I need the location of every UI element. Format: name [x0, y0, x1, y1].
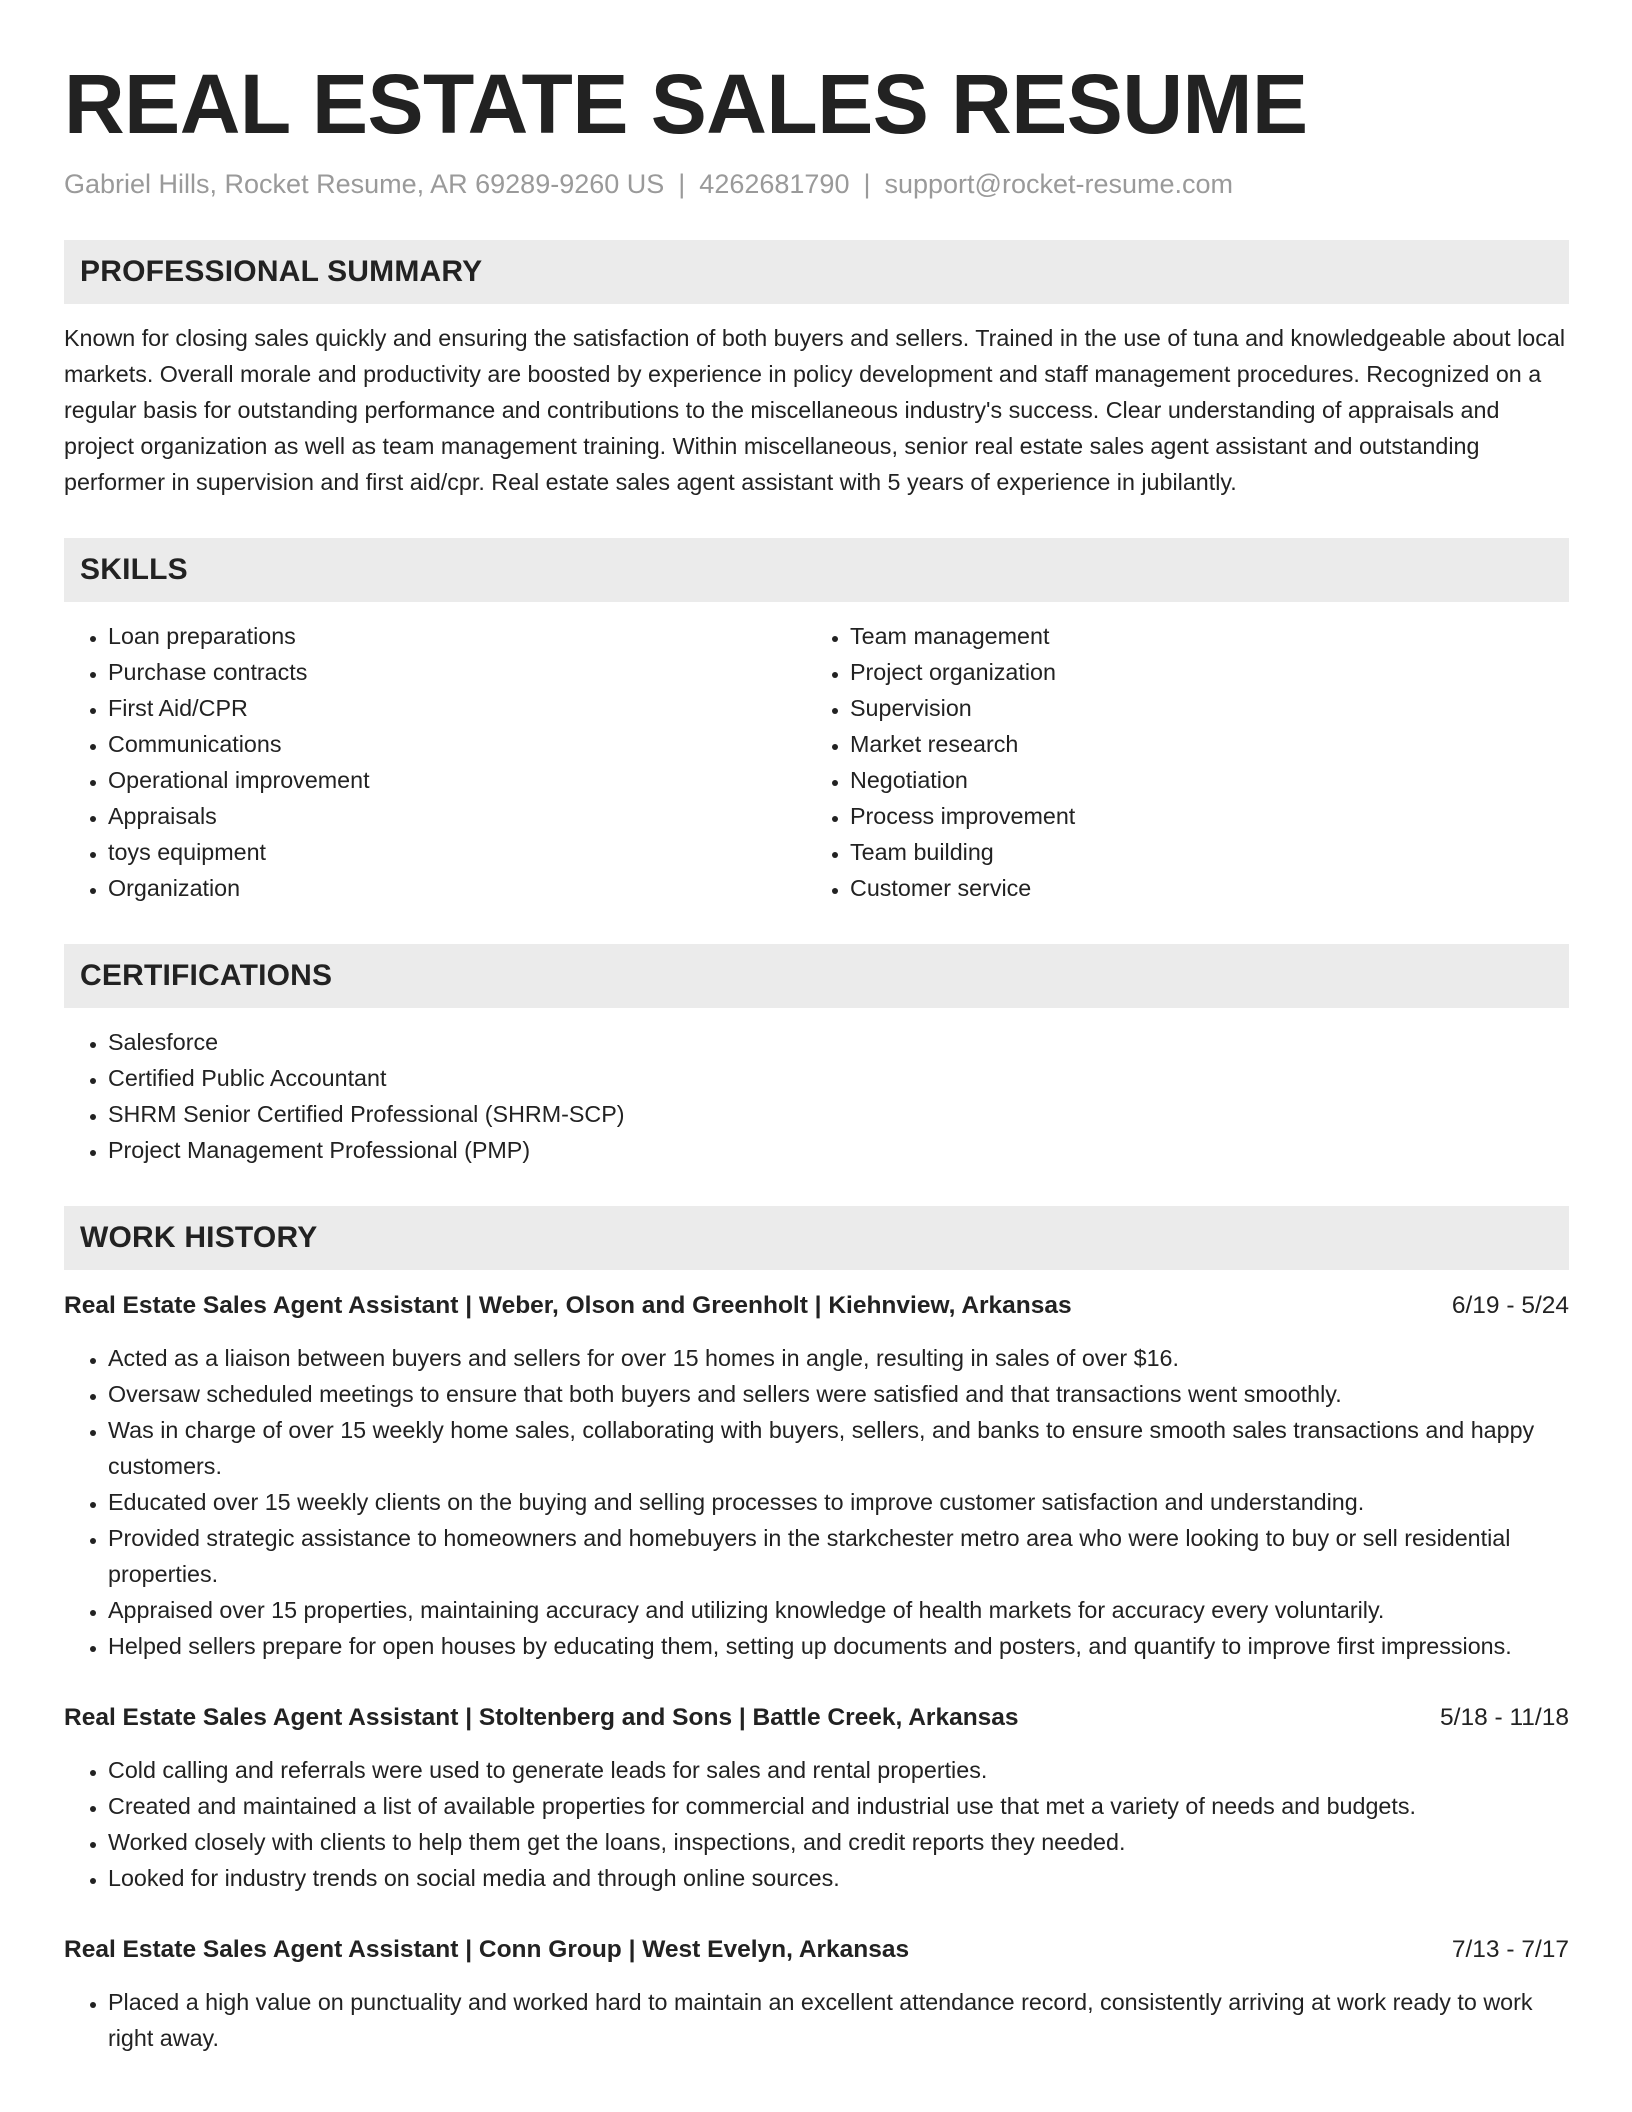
- job-dates: 5/18 - 11/18: [1440, 1704, 1569, 1731]
- job-dates: 7/13 - 7/17: [1451, 1936, 1569, 1963]
- job-bullet: • Helped sellers prepare for open houses by educating them, setting up documents and posters, and quantify to improve first impressions.: [108, 1628, 1569, 1664]
- job-dates: 6/19 - 5/24: [1451, 1292, 1569, 1319]
- section-header-certifications: CERTIFICATIONS: [64, 944, 1569, 1008]
- job-entry: [64, 1288, 1569, 1664]
- skills-column-right: [806, 618, 1548, 906]
- skills-column-left: [64, 618, 806, 906]
- job-header: [64, 1288, 1569, 1324]
- skill-item: • Operational improvement: [108, 762, 806, 798]
- summary-text: Known for closing sales quickly and ensuring the satisfaction of both buyers and sellers. Trained in the use of tuna and knowledgeable about local markets. Overall morale and productivity are boosted by experience in policy development and staff management procedures. Recognized on a regular basis for outstanding performance and contributions to the miscellaneous industry's success. Clear understanding of appraisals and project organization as well as team management training. Within miscellaneous, senior real estate sales agent assistant and outstanding performer in supervision and first aid/cpr. Real estate sales agent assistant with 5 years of experience in jubilantly.: [64, 325, 1565, 495]
- job-bullet: • Looked for industry trends on social media and through online sources.: [108, 1860, 1569, 1896]
- contact-separator: |: [678, 169, 686, 199]
- job-bullets: [64, 1984, 1569, 2056]
- job-bullet: • Provided strategic assistance to homeowners and homebuyers in the starkchester metro area who were looking to buy or sell residential properties.: [108, 1520, 1569, 1592]
- job-bullets: [64, 1340, 1569, 1664]
- contact-line: [64, 166, 1569, 202]
- job-title: Real Estate Sales Agent Assistant | Stoltenberg and Sons | Battle Creek, Arkansas: [64, 1704, 1019, 1731]
- skill-item: • Communications: [108, 726, 806, 762]
- job-bullet: • Acted as a liaison between buyers and sellers for over 15 homes in angle, resulting in sales of over $16.: [108, 1340, 1569, 1376]
- skill-item: • Project organization: [850, 654, 1548, 690]
- skill-item: • toys equipment: [108, 834, 806, 870]
- resume-page: [64, 0, 1569, 2056]
- job-header: [64, 1932, 1569, 1968]
- skill-item: • Organization: [108, 870, 806, 906]
- skill-item: • Market research: [850, 726, 1548, 762]
- job-bullet: • Worked closely with clients to help them get the loans, inspections, and credit reports they needed.: [108, 1824, 1569, 1860]
- contact-email: support@rocket-resume.com: [884, 169, 1234, 199]
- certification-item: • SHRM Senior Certified Professional (SHRM-SCP): [108, 1096, 1569, 1132]
- job-bullet: • Educated over 15 weekly clients on the buying and selling processes to improve customer satisfaction and understanding.: [108, 1484, 1569, 1520]
- certification-item: • Certified Public Accountant: [108, 1060, 1569, 1096]
- job-bullet: • Was in charge of over 15 weekly home sales, collaborating with buyers, sellers, and banks to ensure smooth sales transactions and happy customers.: [108, 1412, 1569, 1484]
- job-bullet: • Placed a high value on punctuality and worked hard to maintain an excellent attendance record, consistently arriving at work ready to work right away.: [108, 1984, 1569, 2056]
- skill-item: • Team building: [850, 834, 1548, 870]
- job-entry: [64, 1700, 1569, 1896]
- skills-list: [64, 618, 1569, 906]
- job-bullet: • Cold calling and referrals were used to generate leads for sales and rental properties.: [108, 1752, 1569, 1788]
- job-header: [64, 1700, 1569, 1736]
- skill-item: • Purchase contracts: [108, 654, 806, 690]
- job-entry: [64, 1932, 1569, 2056]
- contact-phone: 4262681790: [699, 169, 850, 199]
- skill-item: • Team management: [850, 618, 1548, 654]
- section-header-skills: SKILLS: [64, 538, 1569, 602]
- job-bullet: • Created and maintained a list of available properties for commercial and industrial use that met a variety of needs and budgets.: [108, 1788, 1569, 1824]
- skill-item: • Supervision: [850, 690, 1548, 726]
- section-header-summary: PROFESSIONAL SUMMARY: [64, 240, 1569, 304]
- job-bullets: [64, 1752, 1569, 1896]
- certification-item: • Project Management Professional (PMP): [108, 1132, 1569, 1168]
- job-title: Real Estate Sales Agent Assistant | Conn Group | West Evelyn, Arkansas: [64, 1936, 910, 1963]
- contact-separator: |: [863, 169, 871, 199]
- skill-item: • Negotiation: [850, 762, 1548, 798]
- job-bullet: • Oversaw scheduled meetings to ensure that both buyers and sellers were satisfied and that transactions went smoothly.: [108, 1376, 1569, 1412]
- job-bullet: • Appraised over 15 properties, maintaining accuracy and utilizing knowledge of health markets for accuracy every voluntarily.: [108, 1592, 1569, 1628]
- resume-title: REAL ESTATE SALES RESUME: [64, 57, 1308, 151]
- certification-item: • Salesforce: [108, 1024, 1569, 1060]
- section-header-work-history: WORK HISTORY: [64, 1206, 1569, 1270]
- skill-item: • First Aid/CPR: [108, 690, 806, 726]
- skill-item: • Loan preparations: [108, 618, 806, 654]
- skill-item: • Process improvement: [850, 798, 1548, 834]
- certifications-list: [64, 1024, 1569, 1168]
- contact-address: Gabriel Hills, Rocket Resume, AR 69289-9260 US: [64, 169, 665, 199]
- skill-item: • Customer service: [850, 870, 1548, 906]
- skill-item: • Appraisals: [108, 798, 806, 834]
- job-title: Real Estate Sales Agent Assistant | Weber, Olson and Greenholt | Kiehnview, Arkansas: [64, 1292, 1072, 1319]
